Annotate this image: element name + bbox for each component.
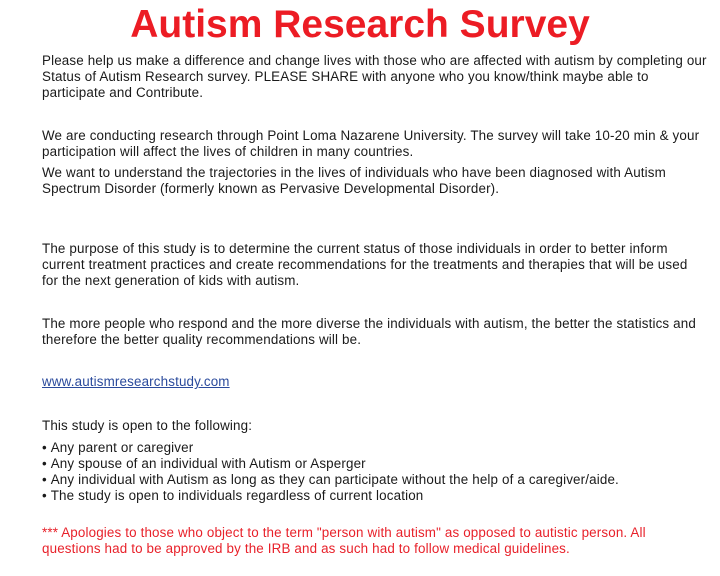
intro-paragraph: Please help us make a difference and change lives with those who are affected with autism by completing our Status of Autism Research survey. PLEASE SHARE with anyone who you know/think maybe able to participate and Contribute. (42, 53, 707, 100)
purpose-paragraph: The purpose of this study is to determine the current status of those individuals in order to better inform current treatment practices and create recommendations for the treatments and therapies that will be used for the next generation of kids with autism. (42, 241, 688, 288)
list-item: • Any individual with Autism as long as they can participate without the help of a caregiver/aide. (42, 472, 707, 488)
apology-note: *** Apologies to those who object to the term "person with autism" as opposed to autistic person. All questions had to be approved by the IRB and as such had to follow medical guidelines. (42, 525, 646, 556)
understand-paragraph: We want to understand the trajectories in the lives of individuals who have been diagnosed with Autism Spectrum Disorder (formerly known as Pervasive Developmental Disorder). (42, 165, 666, 196)
study-link-line (42, 374, 707, 390)
study-link[interactable]: www.autismresearchstudy.com (42, 374, 230, 389)
list-item: • Any parent or caregiver (42, 440, 707, 456)
page-title: Autism Research Survey (130, 3, 590, 46)
eligibility-list (42, 440, 707, 504)
list-item: • The study is open to individuals regardless of current location (42, 488, 707, 504)
more-people-paragraph: The more people who respond and the more diverse the individuals with autism, the better the statistics and therefore the better quality recommendations will be. (42, 316, 696, 347)
list-item: • Any spouse of an individual with Autism or Asperger (42, 456, 707, 472)
research-paragraph: We are conducting research through Point Loma Nazarene University. The survey will take 10-20 min & your participation will affect the lives of children in many countries. (42, 128, 700, 159)
open-to-heading: This study is open to the following: (42, 418, 253, 433)
